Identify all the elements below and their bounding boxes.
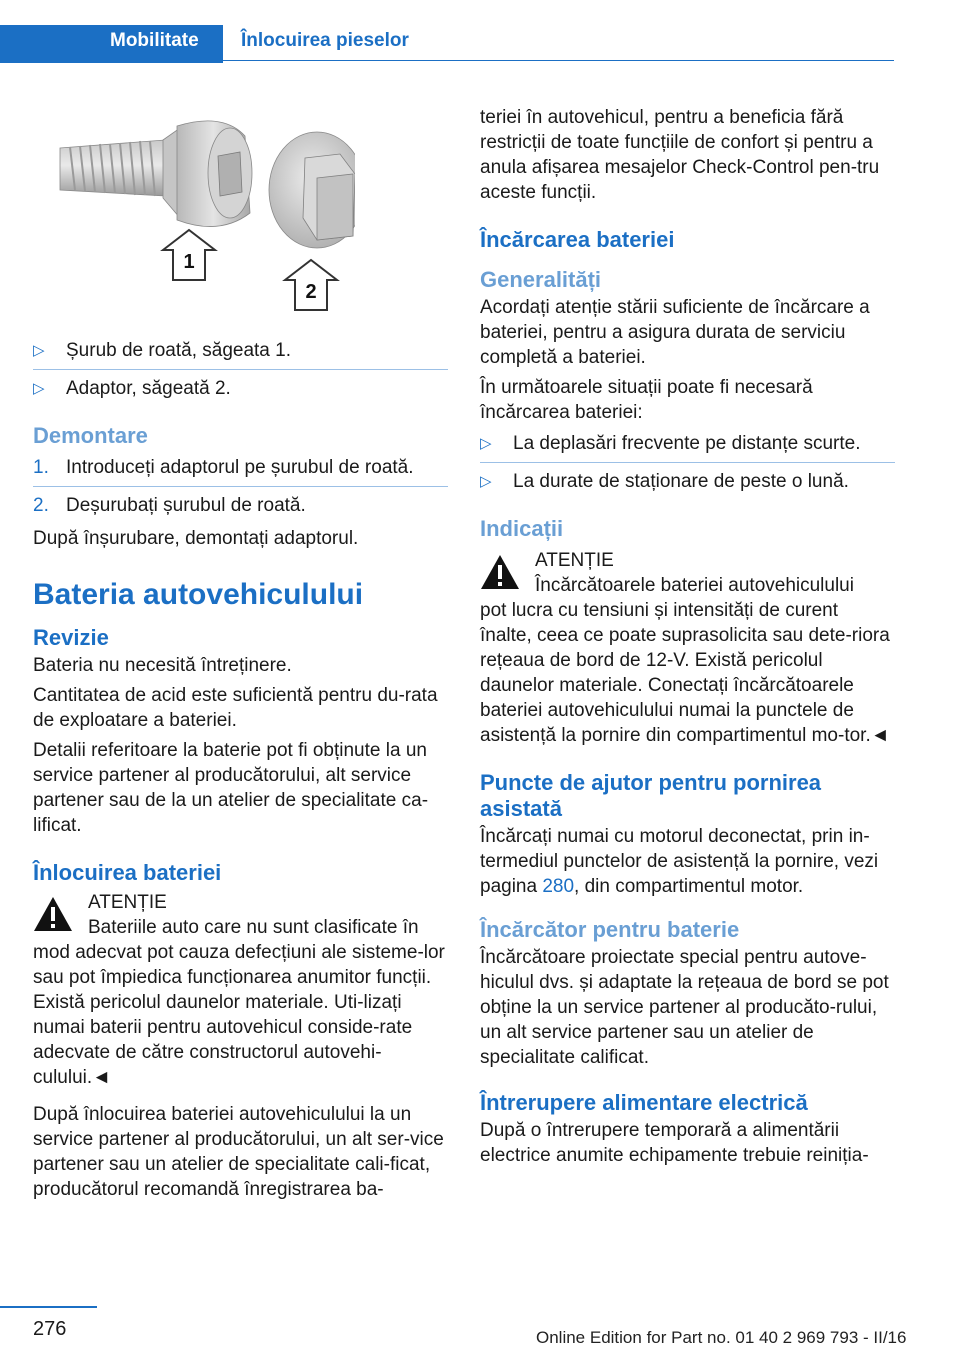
heading-incarcarea: Încărcarea bateriei (480, 227, 675, 252)
wheel-bolt-figure (55, 118, 355, 318)
warning-text: mod adecvat pot cauza defecțiuni ale sisteme‐lor sau pot împiedica funcționarea anumitor funcții. Există pericolul daunelor materiale. Uti‐lizați numai baterii pentru autovehicul conside‐rate adecvate de către constructorul autovehi‐culului.◄ (33, 942, 445, 1088)
paragraph: Încărcați numai cu motorul deconectat, prin in‐termediul punctelor de asistență la pornire, vezi pagina 280, din compartimentul motor. (480, 826, 879, 897)
paragraph: După înșurubare, demontați adaptorul. (33, 528, 359, 549)
paragraph: Bateria nu necesită întreținere. (33, 655, 292, 676)
paragraph: Încărcătoare proiectate special pentru autove‐hiculul dvs. și adaptate la rețeaua de bord se pot obține la un service partener al producăto‐rului, un alt service partener sau un atelier de specialitate calificat. (480, 947, 889, 1068)
warning-block (33, 890, 448, 1090)
page-link[interactable]: 280 (542, 876, 575, 897)
heading-indicatii: Indicații (480, 516, 564, 541)
header-chapter-tab[interactable]: Înlocuirea pieselor (241, 30, 409, 51)
page-number: 276 (33, 1318, 67, 1340)
heading-generalitati: Generalități (480, 267, 602, 292)
paragraph: Acordați atenție stării suficiente de încărcare a bateriei, pentru a asigura durata de serviciu completă a bateriei. (480, 297, 870, 368)
heading-puncte: Puncte de ajutor pentru pornirea asistată (480, 770, 822, 821)
edition-footer: Online Edition for Part no. 01 40 2 969 793 - II/16 (536, 1328, 907, 1347)
heading-bateria: Bateria autovehiculului (33, 578, 364, 611)
heading-demontare: Demontare (33, 423, 148, 448)
heading-inlocuirea-bateriei: Înlocuirea bateriei (33, 860, 222, 885)
warning-text-first: Încărcătoarele bateriei autovehiculului (535, 575, 854, 596)
paragraph: După o întrerupere temporară a alimentării electrice anumite echipamente trebuie reiniția‐ (480, 1120, 869, 1166)
warning-block (480, 548, 895, 748)
warning-icon (480, 554, 520, 590)
paragraph: Cantitatea de acid este suficientă pentru du‐rata de exploatare a bateriei. (33, 685, 438, 731)
warning-title: ATENȚIE (535, 550, 614, 571)
paragraph: teriei în autovehicul, pentru a beneficia fără restricții de toate funcțiile de confort și pentru a anula afișarea mesajelor Check-Control pen‐tru aceste funcții. (480, 107, 880, 203)
heading-revizie: Revizie (33, 625, 109, 650)
warning-icon (33, 896, 73, 932)
arrow-label-2: 2 (305, 281, 317, 303)
warning-text-first: Bateriile auto care nu sunt clasificate în (88, 917, 419, 938)
list-item: ▷ Adaptor, săgeată 2. (33, 378, 231, 399)
paragraph: În următoarele situații poate fi necesară încărcarea bateriei: (480, 377, 813, 423)
header-rule (0, 60, 223, 63)
list-item: ▷ La durate de staționare de peste o lună. (480, 471, 849, 492)
right-column (480, 105, 895, 1173)
header-section-tab[interactable]: Mobilitate (0, 25, 223, 60)
warning-title: ATENȚIE (88, 892, 167, 913)
header-rule-thin (223, 60, 894, 61)
paragraph: Detalii referitoare la baterie pot fi obținute la un service partener al producătorului, alt service partener sau de la un atelier de specialitate ca‐lificat. (33, 740, 429, 836)
footer-rule (0, 1306, 97, 1308)
warning-text: pot lucra cu tensiuni și intensități de curent înalte, ceea ce poate suprasolicita sau dete‐riora rețeaua de bord de 12-V. Există pericolul daunelor materiale. Conectați încărcătoarele bateriei autovehiculului numai la punctele de asistență la pornire din compartimentul mo‐tor.◄ (480, 600, 890, 746)
paragraph: După înlocuirea bateriei autovehiculului la un service partener al producătorului, un alt ser‐vice partener sau un atelier de specialitate cali‐ficat, producătorul recomandă înregistrarea ba‐ (33, 1104, 444, 1200)
list-item: 2. Deșurubați șurubul de roată. (33, 495, 306, 516)
arrow-label-1: 1 (183, 251, 195, 273)
left-column (33, 338, 448, 1207)
heading-incarcator: Încărcător pentru baterie (480, 917, 740, 942)
list-item: ▷ La deplasări frecvente pe distanțe scurte. (480, 433, 861, 454)
list-item: 1. Introduceți adaptorul pe șurubul de roată. (33, 457, 414, 478)
heading-intrerupere: Întrerupere alimentare electrică (480, 1090, 808, 1115)
list-item: ▷ Șurub de roată, săgeata 1. (33, 340, 291, 361)
